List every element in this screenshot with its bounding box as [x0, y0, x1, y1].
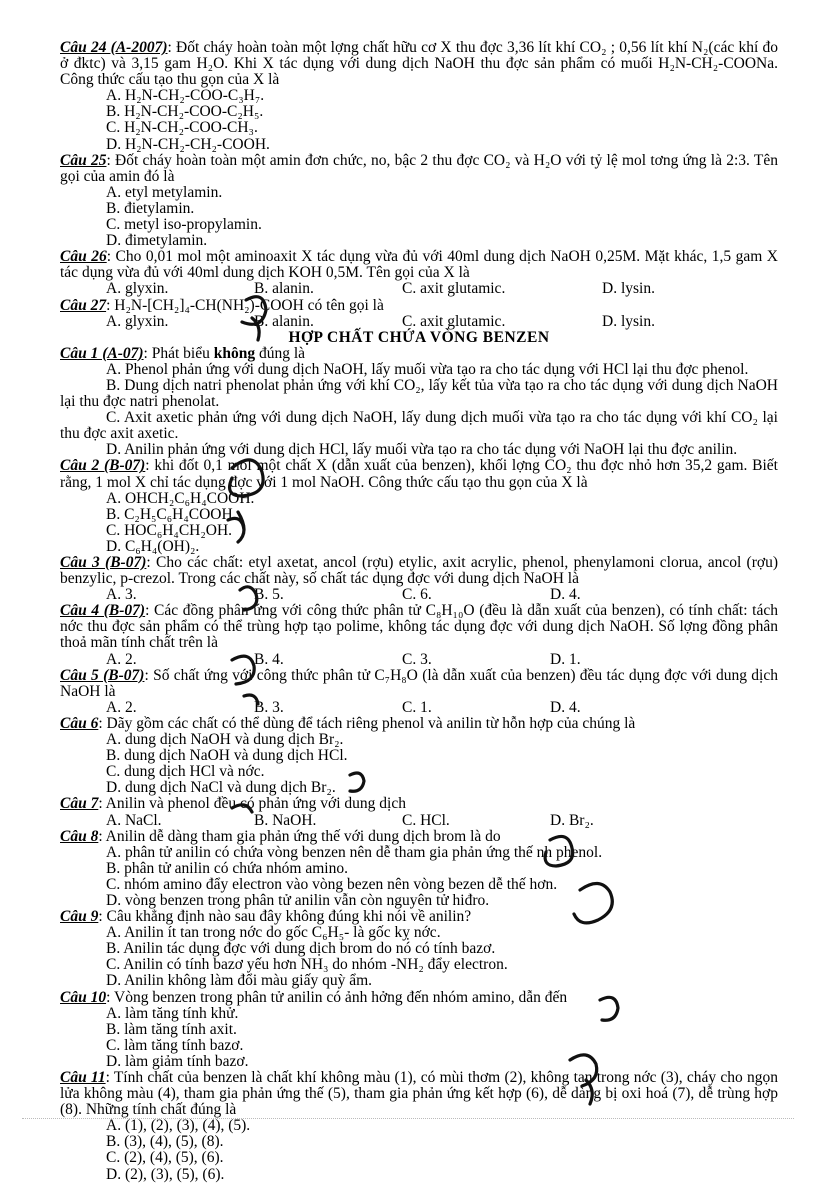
option-b: B. Anilin tác dụng đợc với dung dịch brom do nó có tính bazơ. — [106, 940, 496, 958]
option-c: C. 1. — [402, 698, 432, 716]
option-a: A. etyl metylamin. — [106, 183, 223, 201]
question-text: : Câu khẳng định nào sau đây không đúng khi nói về anilin? — [98, 908, 472, 926]
option-a: A. phân tử anilin có chứa vòng benzen nên dễ tham gia phản ứng thế nh phenol. — [106, 843, 603, 861]
question-label: Câu 10 — [60, 988, 107, 1006]
option-b: B. (3), (4), (5), (8). — [106, 1133, 224, 1151]
emphasis-text: không — [213, 344, 256, 362]
option-d: D. 4. — [550, 586, 581, 604]
question-text: : Đốt cháy hoàn toàn một amin đơn chức, no, bậc 2 thu đợc CO₂ và H₂O với tỷ lệ mol tơng ứng là 2:3. Tên gọi của amin đó là — [60, 151, 778, 185]
options-11 — [60, 1118, 778, 1182]
option-c: C. axit glutamic. — [402, 280, 506, 298]
question-label: Câu 27 — [60, 296, 107, 314]
question-text: : Cho 0,01 mol một aminoaxit X tác dụng vừa đủ với 40ml dung dịch NaOH 0,25M. Mặt khác, 1,5 gam X tác dụng vừa đủ với 40ml dung dịch KOH 0,5M. Tên gọi của X là — [60, 248, 778, 282]
option-b: B. alanin. — [254, 312, 314, 330]
question-25 — [60, 153, 778, 185]
question-label: Câu 5 (B-07) — [60, 666, 145, 684]
option-a: A. 2. — [106, 650, 137, 668]
option-a: A. (1), (2), (3), (4), (5). — [106, 1117, 251, 1135]
option-c: C. axit glutamic. — [402, 312, 506, 330]
question-text: : Cho các chất: etyl axetat, ancol (rợu) etylic, axit acrylic, phenol, phenylamoni clorua, ancol (rợu) benzylic, p-crezol. Trong các chất này, số chất tác dụng đợc với dung dịch NaOH là — [60, 554, 778, 588]
option-b: B. H₂N-CH₂-COO-C₂H₅. — [106, 103, 264, 121]
option-c: C. metyl iso-propylamin. — [106, 216, 262, 234]
question-text: : Anilin và phenol đều có phản ứng với dung dịch — [98, 795, 406, 813]
options-6 — [60, 732, 778, 796]
option-d: D. C₆H₄(OH)₂. — [106, 537, 200, 555]
option-d: D. vòng benzen trong phân tử anilin vẫn còn nguyên tử hiđro. — [106, 891, 490, 909]
option-b: B. C₂H₅C₆H₄COOH. — [106, 505, 237, 523]
option-c: C. 3. — [402, 650, 432, 668]
option-c: C. Anilin có tính bazơ yếu hơn NH₃ do nhóm -NH₂ đẩy electron. — [106, 956, 508, 974]
question-label: Câu 4 (B-07) — [60, 602, 146, 620]
benzene-question-8 — [60, 829, 778, 845]
option-d: D. Anilin phản ứng với dung dịch HCl, lấy muối vừa tạo ra cho tác dụng với NaOH lại thu đợc anilin. — [106, 441, 738, 459]
question-label: Câu 24 (A-2007) — [60, 39, 168, 56]
option-d: D. làm giảm tính bazơ. — [106, 1052, 249, 1070]
option-c: C. HOC₆H₄CH₂OH. — [106, 521, 233, 539]
page-bottom-rule — [22, 1118, 794, 1119]
option-c: C. (2), (4), (5), (6). — [106, 1149, 224, 1167]
question-label: Câu 11 — [60, 1069, 106, 1086]
options-25 — [60, 185, 778, 249]
question-label: Câu 7 — [60, 795, 99, 813]
option-c: C. HCl. — [402, 811, 450, 829]
options-10 — [60, 1006, 778, 1070]
options-2 — [60, 491, 778, 555]
option-b: B. NaOH. — [254, 811, 317, 829]
option-d: D. lysin. — [602, 312, 655, 330]
question-26 — [60, 249, 778, 281]
option-d: D. H₂N-CH₂-CH₂-COOH. — [106, 135, 270, 153]
options-4 — [60, 652, 778, 668]
options-7 — [60, 813, 778, 829]
benzene-question-6 — [60, 716, 778, 732]
benzene-question-7 — [60, 796, 778, 812]
options-24 — [60, 88, 778, 152]
option-c: C. H₂N-CH₂-COO-CH₃. — [106, 119, 258, 137]
question-text: : Dãy gồm các chất có thể dùng để tách riêng phenol và anilin từ hỗn hợp của chúng là — [98, 714, 636, 732]
option-d: D. 4. — [550, 698, 581, 716]
option-c: C. Axit axetic phản ứng với dung dịch NaOH, lấy dung dịch muối vừa tạo ra cho tác dụng với khí CO₂ lại thu đợc axit axetic. — [60, 409, 778, 443]
option-b: B. làm tăng tính axit. — [106, 1020, 237, 1038]
option-d: D. Br₂. — [550, 811, 594, 829]
question-text: : Đốt cháy hoàn toàn một lợng chất hữu cơ X thu đợc 3,36 lít khí CO₂ ; 0,56 lít khí N₂(các khí đo ở đktc) và 3,15 gam H₂O. Khi X tác dụng với dung dịch NaOH thu đợc sản phẩm có muối H₂N-CH₂-COONa. Công thức cấu tạo thu gọn của X là — [60, 39, 778, 89]
question-text-end: đúng là — [255, 344, 306, 362]
question-label: Câu 2 (B-07) — [60, 457, 146, 475]
benzene-question-9 — [60, 909, 778, 925]
question-text: : Phát biểu — [143, 344, 214, 362]
option-a: A. dung dịch NaOH và dung dịch Br₂. — [106, 731, 344, 749]
question-text: : Các đồng phân ứng với công thức phân tử C₈H₁₀O (đều là dẫn xuất của benzen), có tính chất: tách nớc thu đợc sản phẩm có thể trùng hợp tạo polime, không tác dụng đợc với dung dịch NaOH. Số lợng đồng phân thoả mãn tính chất trên là — [60, 602, 778, 652]
options-27 — [60, 314, 778, 330]
option-b: B. 5. — [254, 586, 284, 604]
question-text: : Tính chất của benzen là chất khí không màu (1), có mùi thơm (2), không tan trong nớc (3), cháy cho ngọn lửa không màu (4), tham gia phản ứng thế (5), tham gia phản ứng kết hợp (6), dễ dàng bị oxi hoá (7), dễ trùng hợp (8). Những tính chất đúng là — [60, 1069, 778, 1119]
option-c: C. dung dịch HCl và nớc. — [106, 763, 265, 781]
option-a: A. 3. — [106, 586, 137, 604]
option-a: A. H₂N-CH₂-COO-C₃H₇. — [106, 87, 265, 105]
option-b: B. 4. — [254, 650, 284, 668]
option-d: D. dung dịch NaCl và dung dịch Br₂. — [106, 779, 336, 797]
benzene-question-1 — [60, 346, 778, 362]
question-text: : Anilin dễ dàng tham gia phản ứng thế với dung dịch brom là do — [98, 827, 501, 845]
benzene-question-11 — [60, 1070, 778, 1118]
option-d: D. đimetylamin. — [106, 232, 208, 250]
document-page — [60, 40, 778, 1183]
option-a: A. NaCl. — [106, 811, 162, 829]
question-label: Câu 9 — [60, 908, 99, 926]
benzene-question-5 — [60, 668, 778, 700]
question-text: : Số chất ứng với công thức phân tử C₇H₈O (là dẫn xuất của benzen) đều tác dụng đợc với dung dịch NaOH là — [60, 666, 778, 700]
option-a: A. 2. — [106, 698, 137, 716]
option-b: B. dung dịch NaOH và dung dịch HCl. — [106, 747, 348, 765]
option-a: A. Anilin ít tan trong nớc do gốc C₆H₅- là gốc kỵ nớc. — [106, 924, 441, 942]
option-a: A. Phenol phản ứng với dung dịch NaOH, lấy muối vừa tạo ra cho tác dụng với HCl lại thu đợc phenol. — [106, 360, 749, 378]
question-text: : Vòng benzen trong phân tử anilin có ảnh hởng đến nhóm amino, dẫn đến — [106, 988, 568, 1006]
option-d: D. lysin. — [602, 280, 655, 298]
option-c: C. làm tăng tính bazơ. — [106, 1036, 244, 1054]
option-b: B. đietylamin. — [106, 199, 195, 217]
question-text: : khi đốt 0,1 mol một chất X (dẫn xuất của benzen), khối lợng CO₂ thu đợc nhỏ hơn 35,2 gam. Biết rằng, 1 mol X chỉ tác dụng đợc với 1 mol NaOH. Công thức cấu tạo thu gọn của X là — [60, 457, 778, 491]
question-label: Câu 1 (A-07) — [60, 344, 144, 362]
question-label: Câu 3 (B-07) — [60, 554, 147, 571]
option-b: B. Dung dịch natri phenolat phản ứng với khí CO₂, lấy kết tủa vừa tạo ra cho tác dụng với dung dịch NaOH lại thu đợc natri phenolat. — [60, 376, 778, 411]
option-a: A. glyxin. — [106, 312, 169, 330]
option-c: C. 6. — [402, 586, 432, 604]
question-label: Câu 25 — [60, 151, 107, 169]
option-d: D. 1. — [550, 650, 581, 668]
option-d: D. (2), (3), (5), (6). — [106, 1165, 225, 1183]
benzene-question-4 — [60, 603, 778, 651]
benzene-question-3 — [60, 555, 778, 587]
options-26 — [60, 281, 778, 297]
question-24 — [60, 40, 778, 88]
section-title: HỢP CHẤT CHỨA VÒNG BENZEN — [288, 328, 550, 346]
option-c: C. nhóm amino đẩy electron vào vòng bezen nên vòng bezen dễ thế hơn. — [106, 875, 558, 893]
question-label: Câu 8 — [60, 827, 99, 845]
option-a: A. glyxin. — [106, 280, 169, 298]
benzene-question-10 — [60, 990, 778, 1006]
option-a: A. làm tăng tính khử. — [106, 1004, 239, 1022]
option-b: B. alanin. — [254, 280, 314, 298]
question-27 — [60, 298, 778, 314]
option-d: D. Anilin không làm đổi màu giấy quỳ ẩm. — [106, 972, 373, 990]
question-label: Câu 26 — [60, 248, 107, 266]
options-3 — [60, 587, 778, 603]
question-label: Câu 6 — [60, 714, 99, 732]
benzene-question-2 — [60, 458, 778, 490]
option-a: A. OHCH₂C₆H₄COOH. — [106, 489, 255, 507]
option-b: B. phân tử anilin có chứa nhóm amino. — [106, 859, 348, 877]
question-text: : H₂N-[CH₂]₄-CH(NH₂)-COOH có tên gọi là — [106, 296, 384, 314]
option-b: B. 3. — [254, 698, 284, 716]
options-5 — [60, 700, 778, 716]
